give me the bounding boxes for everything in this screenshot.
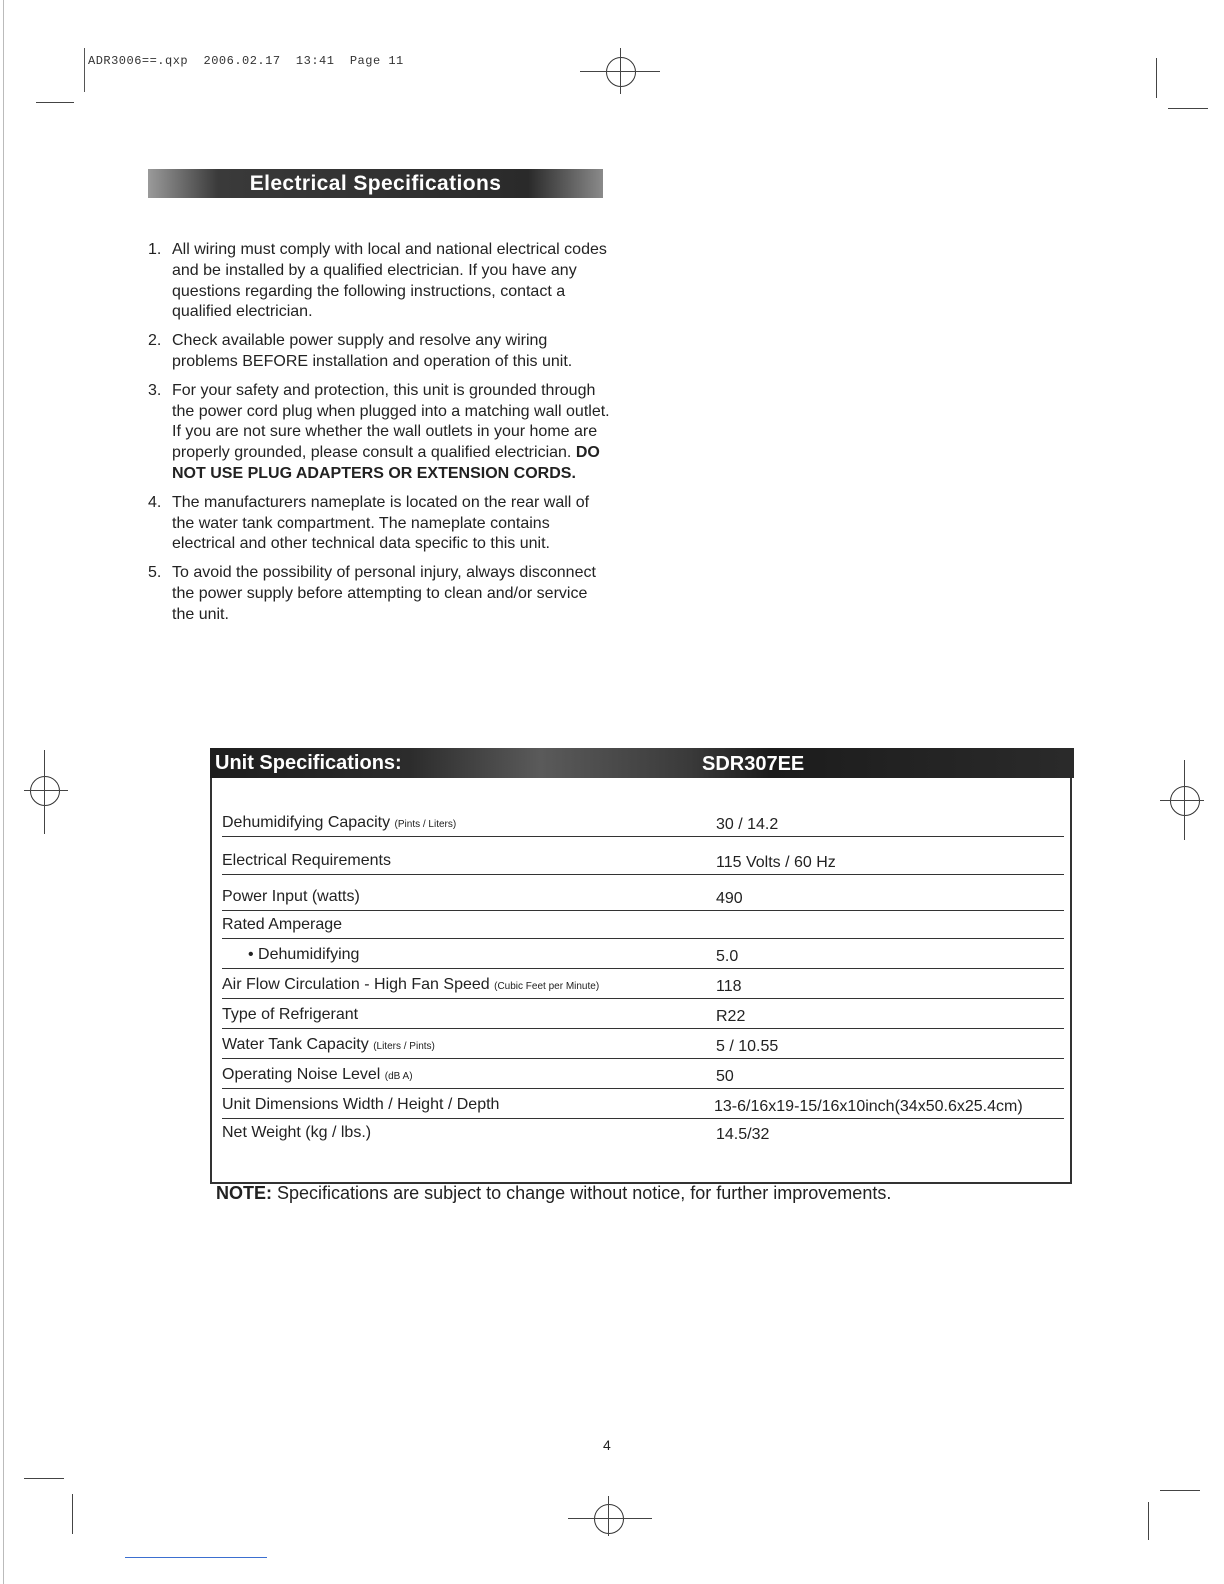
spec-label: Air Flow Circulation - High Fan Speed (Cubic Feet per Minute): [222, 976, 600, 993]
spec-value: 118: [716, 978, 742, 995]
registration-mark-v: [1184, 760, 1185, 840]
table-row: [222, 878, 1064, 911]
spec-value: 5 / 10.55: [716, 1038, 779, 1055]
item-text: The manufacturers nameplate is located on the rear wall of the water tank compartment. The nameplate contains electrical and other technical data specific to this unit.: [172, 493, 590, 553]
registration-mark-v: [44, 750, 45, 834]
spec-label: Electrical Requirements: [222, 852, 391, 869]
electrical-rules-list: [140, 240, 610, 634]
note-text: Specifications are subject to change without notice, for further improvements.: [277, 1183, 892, 1203]
crop-mark: [36, 102, 74, 103]
spec-label: Power Input (watts): [222, 888, 360, 905]
table-row: [222, 970, 1064, 999]
item-text: Check available power supply and resolve any wiring problems BEFORE installation and operation of this unit.: [172, 332, 573, 370]
spec-value: 30 / 14.2: [716, 816, 779, 833]
item-text: To avoid the possibility of personal injury, always disconnect the power supply before attempting to clean and/or service the unit.: [172, 564, 596, 623]
model-number: SDR307EE: [702, 753, 805, 775]
table-row: [222, 912, 1064, 939]
spec-label: Operating Noise Level (dB A): [222, 1066, 413, 1083]
registration-mark: [30, 776, 60, 806]
crop-mark: [1156, 58, 1157, 98]
list-item: [140, 563, 610, 625]
electrical-specifications-heading: Electrical Specifications: [148, 169, 603, 198]
crop-mark: [1168, 108, 1208, 109]
spec-label: Water Tank Capacity (Liters / Pints): [222, 1036, 435, 1053]
table-row: [222, 1030, 1064, 1059]
item-number: 4.: [148, 493, 162, 511]
item-text: All wiring must comply with local and national electrical codes and be installed by a qualified electrician. If you have any questions regarding the following instructions, contact a qualified electrician.: [172, 241, 607, 321]
slug-rule: [84, 48, 85, 92]
registration-mark-v: [620, 48, 621, 94]
spec-value: 490: [716, 890, 743, 907]
item-number: 2.: [148, 332, 162, 350]
spec-label: • Dehumidifying: [248, 946, 360, 963]
spec-unit: (dB A): [384, 1071, 413, 1082]
table-row: [222, 1090, 1064, 1119]
table-row: [222, 940, 1064, 969]
spec-unit: (Liters / Pints): [373, 1041, 435, 1052]
registration-mark-v: [608, 1496, 609, 1536]
registration-mark-h: [24, 790, 68, 791]
crop-mark: [1160, 1490, 1200, 1491]
spec-unit: (Cubic Feet per Minute): [494, 981, 600, 992]
scan-artifact-line: [125, 1557, 267, 1558]
registration-mark: [1170, 786, 1200, 816]
unit-specifications-header: [210, 748, 1074, 778]
spec-value: 5.0: [716, 948, 739, 965]
list-item: [140, 493, 610, 555]
page-number: 4: [603, 1437, 611, 1453]
item-number: 3.: [148, 381, 162, 399]
spec-label: Rated Amperage: [222, 916, 343, 933]
spec-unit: (Pints / Liters): [394, 819, 457, 830]
spec-value: 14.5/32: [716, 1126, 770, 1143]
table-row: [222, 1000, 1064, 1029]
registration-mark-h: [568, 1518, 652, 1519]
spec-value: 50: [716, 1068, 734, 1085]
table-row: [222, 1120, 1064, 1146]
note-label: NOTE:: [216, 1183, 272, 1203]
item-number: 5.: [148, 564, 162, 582]
spec-value: 13-6/16x19-15/16x10inch(34x50.6x25.4cm): [714, 1098, 1023, 1115]
item-warning: DO NOT USE PLUG ADAPTERS OR EXTENSION CORDS.: [172, 444, 600, 482]
spec-label: Net Weight (kg / lbs.): [222, 1124, 372, 1141]
spec-label: Type of Refrigerant: [222, 1006, 359, 1023]
registration-mark-h: [1160, 800, 1204, 801]
spec-value: 115 Volts / 60 Hz: [716, 854, 836, 871]
crop-mark: [24, 1478, 64, 1479]
table-row: [222, 800, 1064, 837]
table-row: [222, 840, 1064, 875]
list-item: [140, 331, 610, 373]
crop-mark: [1148, 1502, 1149, 1540]
list-item: [140, 381, 610, 485]
list-item: [140, 240, 610, 323]
crop-mark: [72, 1494, 73, 1534]
spec-value: R22: [716, 1008, 746, 1025]
print-slug: ADR3006==.qxp 2006.02.17 13:41 Page 11: [88, 54, 404, 68]
spec-label: Dehumidifying Capacity (Pints / Liters): [222, 814, 457, 831]
scan-edge: [3, 0, 4, 1584]
item-text: For your safety and protection, this unit is grounded through the power cord plug when plugged into a matching wall outlet. If you are not sure whether the wall outlets in your home are properly grounded, please consult a qualified electrician.: [172, 381, 610, 462]
item-number: 1.: [148, 241, 162, 258]
unit-specifications-title: Unit Specifications:: [215, 752, 402, 774]
registration-mark: [594, 1504, 624, 1534]
table-row: [222, 1060, 1064, 1089]
specifications-note: [216, 1183, 891, 1204]
spec-label: Unit Dimensions Width / Height / Depth: [222, 1096, 500, 1113]
registration-mark: [606, 57, 636, 87]
